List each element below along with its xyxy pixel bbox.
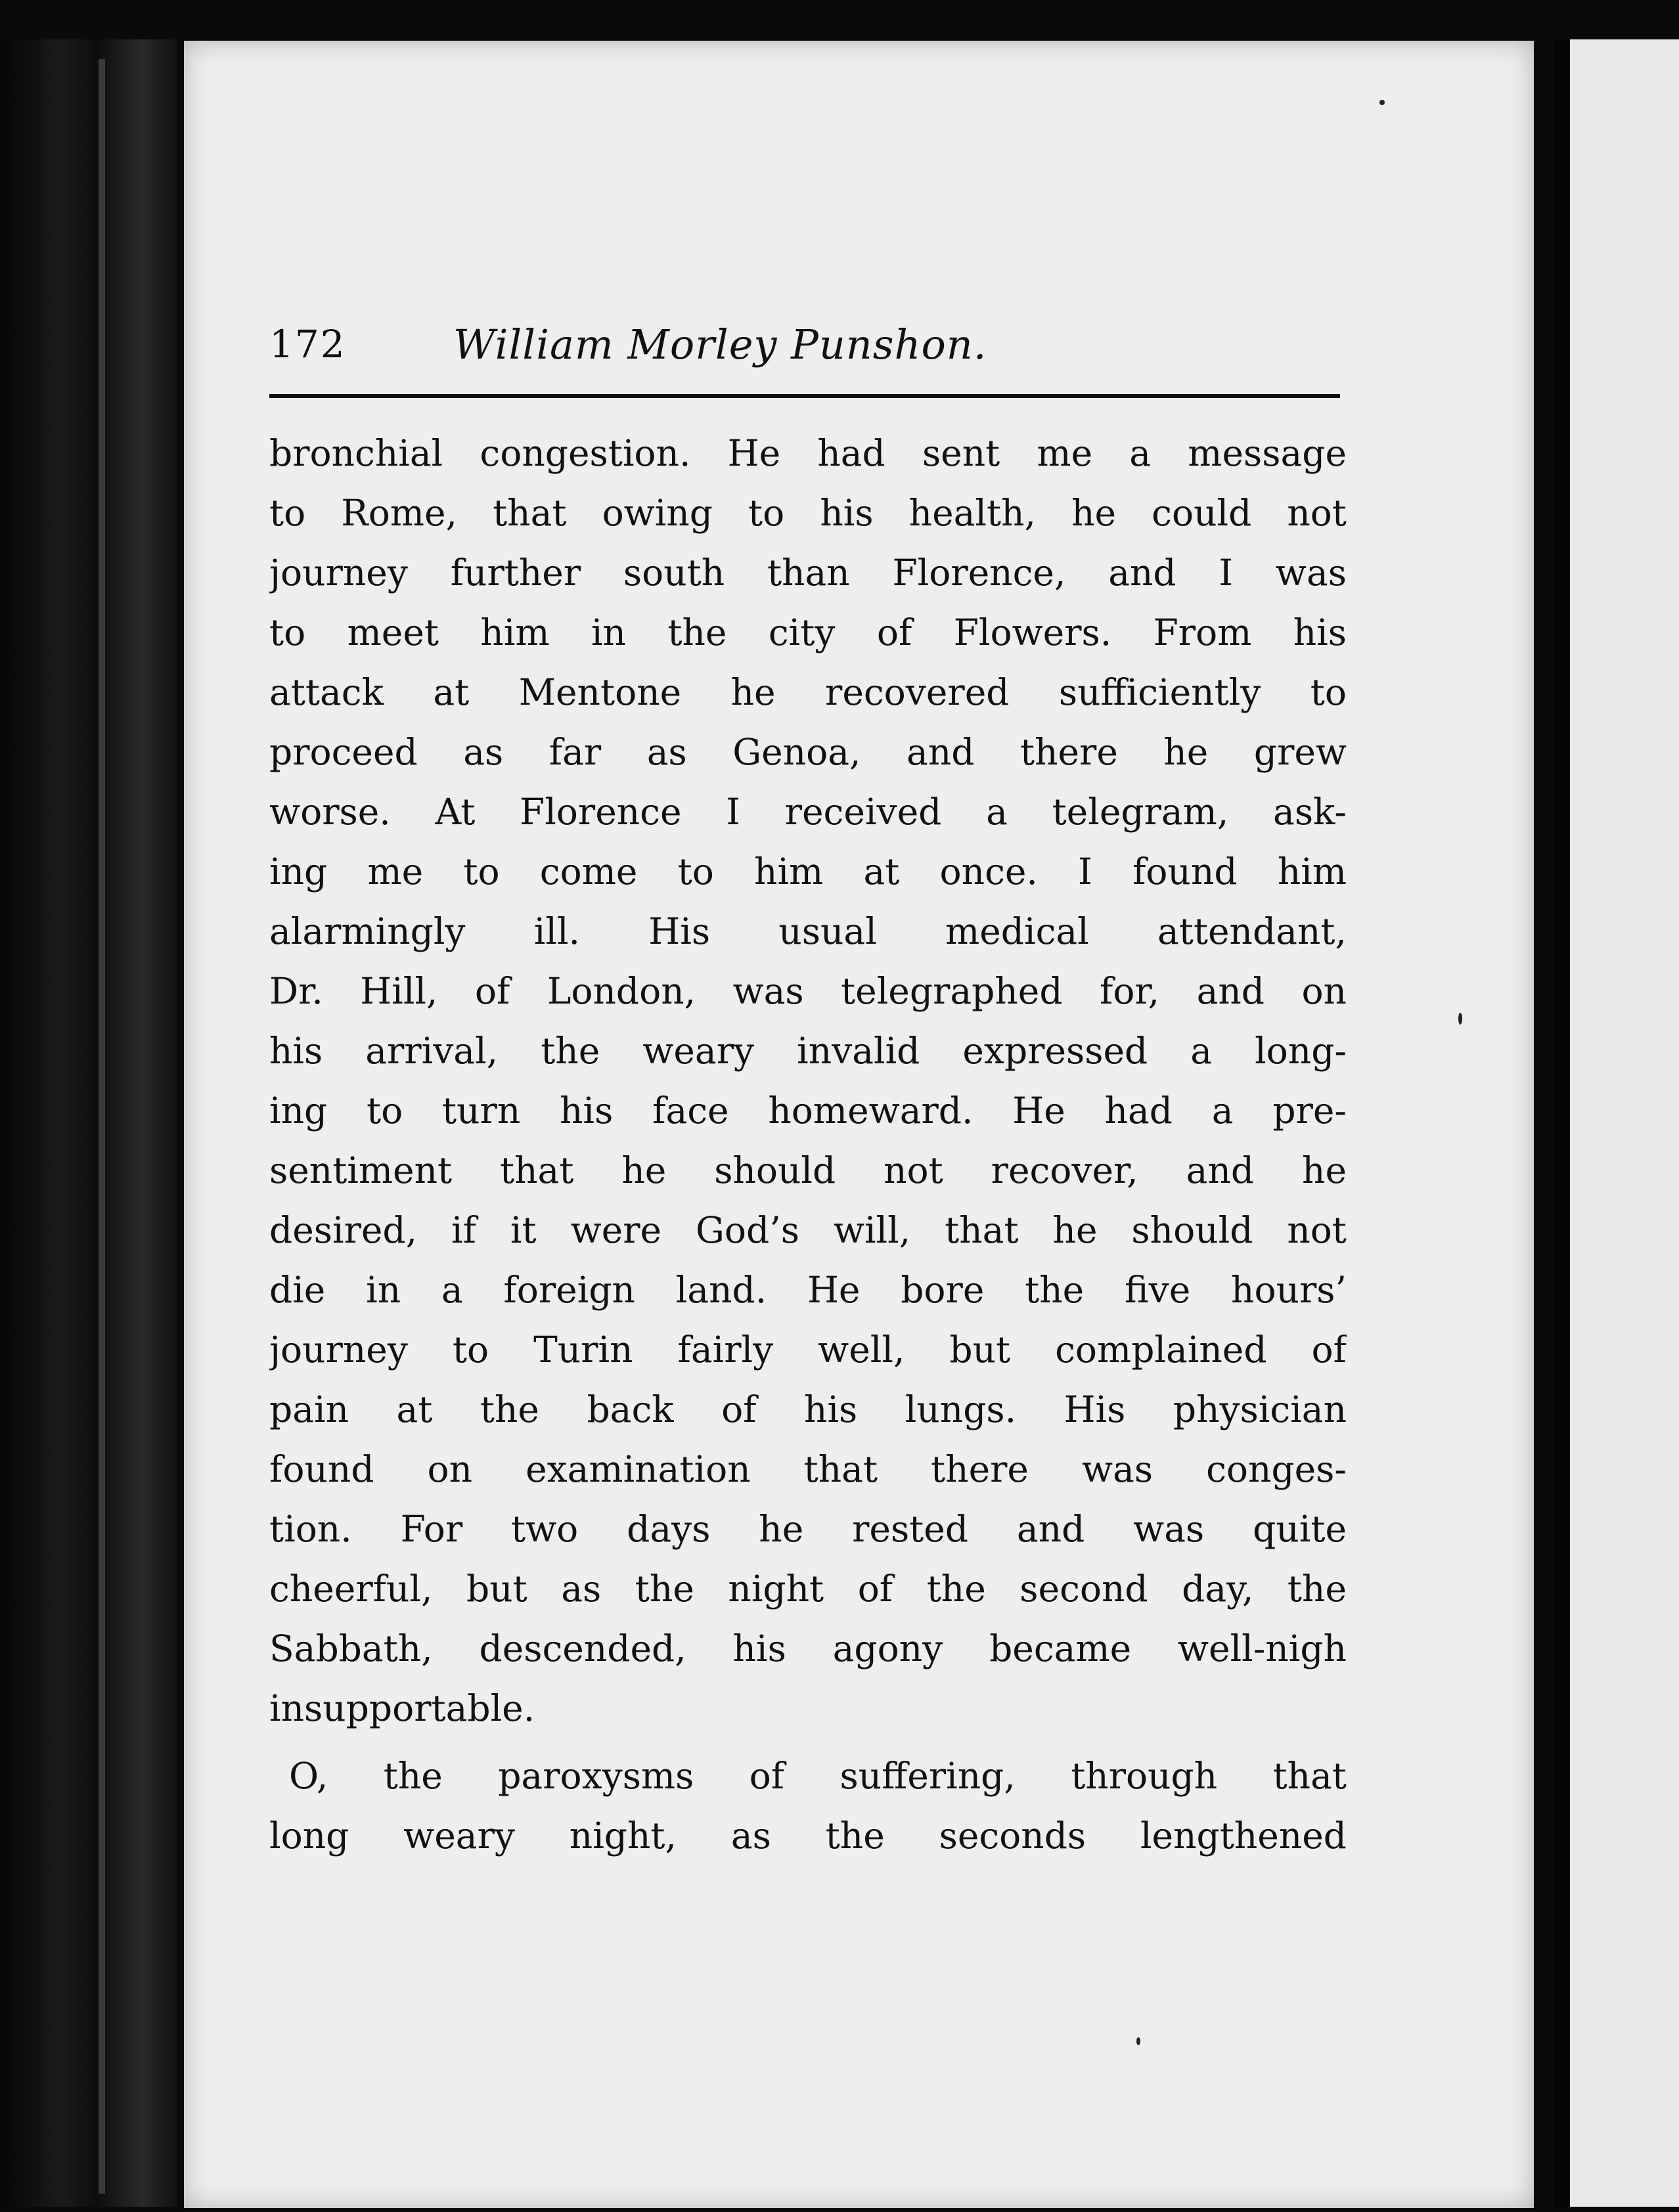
text-line: Sabbath, descended, his agony became well-nigh bbox=[269, 1627, 1347, 1670]
text-line: his arrival, the weary invalid expressed a long- bbox=[269, 1030, 1347, 1072]
text-line: tion. For two days he rested and was quite bbox=[269, 1508, 1347, 1550]
spine-shadow-line bbox=[99, 59, 105, 2194]
header-rule bbox=[269, 394, 1340, 398]
text-line: insupportable. bbox=[269, 1687, 535, 1729]
text-line: bronchial congestion. He had sent me a message bbox=[269, 432, 1347, 474]
text-line: journey further south than Florence, and I was bbox=[269, 552, 1347, 594]
running-title: William Morley Punshon. bbox=[453, 321, 987, 368]
paragraph bbox=[269, 424, 1347, 1738]
body-text bbox=[269, 424, 1347, 1866]
text-line: O, the paroxysms of suffering, through that bbox=[289, 1755, 1347, 1797]
text-line: cheerful, but as the night of the second day, the bbox=[269, 1568, 1347, 1610]
text-line: to meet him in the city of Flowers. From his bbox=[269, 611, 1347, 653]
adjacent-page-sliver bbox=[1570, 39, 1679, 2207]
paragraph bbox=[269, 1746, 1347, 1806]
paper-speck bbox=[1136, 2037, 1140, 2045]
page-gutter-shadow bbox=[1554, 39, 1571, 2207]
text-line: journey to Turin fairly well, but complained of bbox=[269, 1329, 1347, 1371]
text-line: alarmingly ill. His usual medical attendant, bbox=[269, 910, 1347, 952]
paper-speck bbox=[1458, 1013, 1462, 1025]
text-line: die in a foreign land. He bore the five hours’ bbox=[269, 1269, 1347, 1311]
text-line: worse. At Florence I received a telegram, ask- bbox=[269, 791, 1347, 833]
text-line: pain at the back of his lungs. His physician bbox=[269, 1388, 1347, 1430]
text-line: proceed as far as Genoa, and there he grew bbox=[269, 731, 1347, 773]
text-line: sentiment that he should not recover, and he bbox=[269, 1149, 1347, 1191]
paper-speck bbox=[1379, 100, 1385, 105]
book-spine-edge bbox=[0, 39, 177, 2207]
text-line: attack at Mentone he recovered sufficiently to bbox=[269, 671, 1347, 713]
text-line: to Rome, that owing to his health, he could not bbox=[269, 492, 1347, 534]
text-line: ing to turn his face homeward. He had a pre- bbox=[269, 1090, 1347, 1132]
text-line: found on examination that there was conges- bbox=[269, 1448, 1347, 1490]
page-number: 172 bbox=[269, 322, 346, 366]
text-line: Dr. Hill, of London, was telegraphed for, and on bbox=[269, 970, 1347, 1012]
text-line: long weary night, as the seconds lengthened bbox=[269, 1815, 1347, 1857]
text-line: ing me to come to him at once. I found him bbox=[269, 851, 1347, 893]
text-line: desired, if it were God’s will, that he should not bbox=[269, 1209, 1347, 1251]
paragraph-continuation bbox=[269, 1806, 1347, 1866]
running-header bbox=[269, 309, 1340, 387]
